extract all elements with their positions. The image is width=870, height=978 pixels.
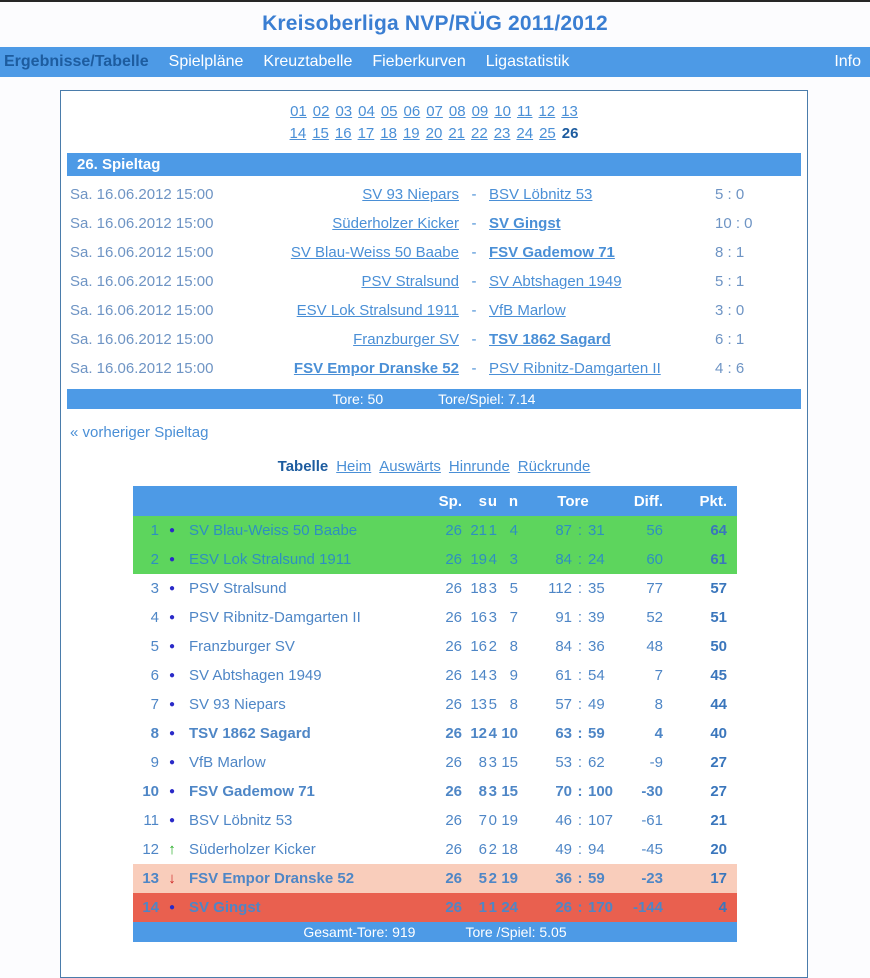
main-navbar [0, 47, 870, 77]
goals-colon: : [577, 609, 583, 626]
games-cell: 26 [445, 667, 462, 684]
previous-matchday-link[interactable]: « vorheriger Spieltag [70, 424, 209, 441]
pos-cell: 10 [142, 783, 159, 800]
goals-for: 49 [555, 841, 572, 858]
points-cell: 57 [710, 580, 727, 597]
wins-cell: 8 [478, 783, 487, 800]
matchday-link[interactable]: 18 [380, 125, 397, 142]
trend-dot-icon: ● [168, 583, 176, 594]
matchday-row-2 [61, 123, 807, 145]
draws-cell: 3 [488, 754, 497, 771]
losses-cell: 19 [501, 870, 518, 887]
pos-cell: 11 [143, 812, 159, 829]
trend-dot-icon: ● [168, 641, 176, 652]
goals-colon: : [577, 696, 583, 713]
draws-cell: 2 [488, 841, 497, 858]
team-name: BSV Löbnitz 53 [189, 812, 293, 829]
diff-cell: -23 [641, 870, 663, 887]
goals-against: 59 [588, 725, 605, 742]
diff-cell: -30 [641, 783, 663, 800]
matchday-link[interactable]: 22 [471, 125, 488, 142]
goals-for: 91 [555, 609, 572, 626]
games-cell: 26 [445, 696, 462, 713]
tab-ligastatistik[interactable]: Ligastatistik [485, 53, 570, 70]
match-date: Sa. 16.06.2012 15:00 [70, 273, 214, 290]
matchday-link[interactable]: 02 [312, 103, 330, 120]
tab-ergebnisse-tabelle[interactable]: Ergebnisse/Tabelle [4, 53, 149, 70]
match-row [67, 180, 801, 209]
matchday-link[interactable]: 21 [448, 125, 466, 142]
league-table [133, 486, 737, 942]
match-separator: - [471, 331, 477, 348]
trend-dot-icon: ● [168, 699, 176, 710]
draws-cell: 5 [488, 696, 497, 713]
matchday-link[interactable]: 23 [493, 125, 511, 142]
table-row [133, 661, 737, 690]
matchday-link[interactable]: 08 [448, 103, 466, 120]
table-row [133, 806, 737, 835]
goals-colon: : [577, 870, 583, 887]
games-cell: 26 [445, 638, 462, 655]
team-name: PSV Stralsund [189, 580, 287, 597]
games-cell: 26 [445, 522, 462, 539]
pos-cell: 5 [150, 638, 159, 655]
wins-cell: 1 [478, 899, 487, 916]
draws-cell: 2 [488, 870, 497, 887]
goals-colon: : [577, 725, 583, 742]
league-table-footer [133, 922, 737, 942]
draws-cell: 0 [488, 812, 497, 829]
matchday-link[interactable]: 17 [357, 125, 375, 142]
points-cell: 50 [710, 638, 727, 655]
match-separator: - [471, 360, 477, 377]
table-row [133, 864, 737, 893]
tab-info[interactable]: Info [834, 53, 861, 70]
trend-up-icon: ↑ [168, 841, 176, 858]
pos-cell: 9 [150, 754, 159, 771]
goals-colon: : [577, 754, 583, 771]
league-table-header [133, 486, 737, 516]
draws-cell: 2 [488, 638, 497, 655]
spieltag-heading: 26. Spieltag [67, 153, 801, 176]
pos-cell: 1 [150, 522, 159, 539]
table-view-rueckrunde[interactable]: Rückrunde [517, 458, 591, 475]
trend-dot-icon: ● [168, 670, 176, 681]
losses-cell: 18 [501, 841, 518, 858]
table-view-auswaerts[interactable]: Auswärts [379, 458, 441, 475]
wins-cell: 13 [470, 696, 487, 713]
table-row [133, 574, 737, 603]
points-cell: 64 [710, 522, 727, 539]
draws-cell: 3 [488, 783, 497, 800]
home-team-link[interactable]: SV 93 Niepars [362, 186, 459, 203]
goals-against: 170 [588, 899, 614, 916]
diff-cell: 52 [646, 609, 663, 626]
team-name: ESV Lok Stralsund 1911 [189, 551, 352, 568]
points-cell: 20 [710, 841, 727, 858]
team-name: SV Blau-Weiss 50 Baabe [189, 522, 358, 539]
match-date: Sa. 16.06.2012 15:00 [70, 360, 214, 377]
points-cell: 4 [718, 899, 727, 916]
team-name: TSV 1862 Sagard [189, 725, 311, 742]
draws-cell: 3 [488, 609, 497, 626]
home-team-link[interactable]: FSV Empor Dranske 52 [293, 360, 459, 377]
trend-dot-icon: ● [168, 612, 176, 623]
points-cell: 21 [710, 812, 727, 829]
away-team-link[interactable]: VfB Marlow [489, 302, 566, 319]
spieltag-goals-total: Tore: 50 [332, 391, 384, 407]
draws-cell: 3 [488, 580, 497, 597]
games-cell: 26 [445, 783, 462, 800]
match-row [67, 354, 801, 383]
diff-cell: -45 [641, 841, 663, 858]
goals-against: 54 [588, 667, 605, 684]
diff-cell: -61 [641, 812, 663, 829]
goals-for: 112 [548, 580, 572, 597]
matchday-link[interactable]: 09 [471, 103, 489, 120]
goals-for: 36 [555, 870, 572, 887]
match-score: 6 : 1 [715, 331, 745, 348]
goals-for: 84 [555, 638, 572, 655]
pos-cell: 2 [150, 551, 159, 568]
diff-cell: 48 [646, 638, 663, 655]
away-team-link[interactable]: SV Abtshagen 1949 [489, 273, 622, 290]
goals-for: 84 [555, 551, 572, 568]
match-separator: - [471, 273, 477, 290]
away-team-link[interactable]: TSV 1862 Sagard [489, 331, 611, 348]
table-row [133, 603, 737, 632]
matchday-link[interactable]: 07 [426, 103, 443, 120]
match-date: Sa. 16.06.2012 15:00 [70, 331, 214, 348]
goals-against: 94 [588, 841, 605, 858]
goals-colon: : [577, 638, 583, 655]
tab-kreuztabelle[interactable]: Kreuztabelle [263, 53, 353, 70]
trend-down-icon: ↓ [168, 870, 176, 887]
team-name: FSV Empor Dranske 52 [189, 870, 355, 887]
losses-cell: 8 [509, 696, 518, 713]
draws-cell: 3 [488, 667, 497, 684]
losses-cell: 15 [501, 783, 518, 800]
losses-cell: 4 [509, 522, 518, 539]
matchday-link-current[interactable]: 26 [561, 125, 579, 142]
goals-against: 62 [588, 754, 605, 771]
games-cell: 26 [445, 841, 462, 858]
wins-cell: 19 [470, 551, 487, 568]
goals-for: 26 [555, 899, 572, 916]
draws-cell: 4 [488, 725, 497, 742]
match-row [67, 267, 801, 296]
points-cell: 61 [710, 551, 727, 568]
table-row [133, 690, 737, 719]
header-diff: Diff. [633, 492, 663, 510]
spieltag-goals-per-match: Tore/Spiel: 7.14 [438, 391, 536, 407]
pos-cell: 12 [142, 841, 159, 858]
matchday-link[interactable]: 19 [402, 125, 420, 142]
losses-cell: 3 [509, 551, 518, 568]
match-separator: - [471, 215, 477, 232]
wins-cell: 18 [470, 580, 487, 597]
trend-dot-icon: ● [168, 525, 176, 536]
matchday-link[interactable]: 11 [516, 103, 533, 120]
match-score: 8 : 1 [715, 244, 745, 261]
points-cell: 27 [710, 754, 727, 771]
goals-colon: : [577, 667, 583, 684]
diff-cell: -9 [649, 754, 663, 771]
match-row [67, 209, 801, 238]
trend-dot-icon: ● [168, 757, 176, 768]
goals-against: 35 [588, 580, 605, 597]
draws-cell: 4 [488, 551, 497, 568]
table-row [133, 516, 737, 545]
losses-cell: 8 [509, 638, 518, 655]
matchday-link[interactable]: 06 [403, 103, 421, 120]
diff-cell: 7 [654, 667, 663, 684]
match-row [67, 325, 801, 354]
tab-fieberkurven[interactable]: Fieberkurven [372, 53, 466, 70]
games-cell: 26 [445, 580, 462, 597]
matchday-link[interactable]: 12 [538, 103, 556, 120]
goals-colon: : [577, 783, 583, 800]
wins-cell: 16 [470, 638, 487, 655]
goals-colon: : [577, 899, 583, 916]
tab-spielplaene[interactable]: Spielpläne [168, 53, 244, 70]
table-view-heim[interactable]: Heim [336, 458, 372, 475]
table-row [133, 719, 737, 748]
goals-against: 24 [588, 551, 605, 568]
away-team-link[interactable]: FSV Gademow 71 [489, 244, 615, 261]
points-cell: 45 [710, 667, 727, 684]
team-name: SV 93 Niepars [189, 696, 286, 713]
wins-cell: 7 [478, 812, 487, 829]
page-title: Kreisoberliga NVP/RÜG 2011/2012 [262, 12, 608, 35]
home-team-link[interactable]: SV Blau-Weiss 50 Baabe [290, 244, 459, 261]
goals-against: 107 [588, 812, 614, 829]
header-points: Pkt. [699, 492, 727, 510]
matchday-link[interactable]: 04 [358, 103, 375, 120]
team-name: Franzburger SV [189, 638, 295, 655]
matchday-link[interactable]: 25 [539, 125, 556, 142]
goals-colon: : [577, 580, 583, 597]
pos-cell: 8 [150, 725, 159, 742]
away-team-link[interactable]: PSV Ribnitz-Damgarten II [489, 360, 661, 377]
table-view-nav [61, 458, 807, 475]
wins-cell: 14 [470, 667, 487, 684]
table-row [133, 835, 737, 864]
points-cell: 17 [710, 870, 727, 887]
points-cell: 44 [710, 696, 727, 713]
losses-cell: 7 [509, 609, 518, 626]
draws-cell: 1 [488, 899, 497, 916]
goals-per-match: Tore /Spiel: 5.05 [465, 924, 567, 940]
losses-cell: 10 [501, 725, 518, 742]
losses-cell: 5 [509, 580, 518, 597]
team-name: VfB Marlow [189, 754, 266, 771]
losses-cell: 24 [501, 899, 518, 916]
match-separator: - [471, 244, 477, 261]
losses-cell: 15 [501, 754, 518, 771]
matchday-pager [61, 91, 807, 145]
games-cell: 26 [445, 725, 462, 742]
match-row [67, 296, 801, 325]
match-date: Sa. 16.06.2012 15:00 [70, 186, 214, 203]
away-team-link[interactable]: BSV Löbnitz 53 [489, 186, 593, 203]
games-cell: 26 [445, 899, 462, 916]
home-team-link[interactable]: PSV Stralsund [361, 273, 459, 290]
match-date: Sa. 16.06.2012 15:00 [70, 302, 214, 319]
diff-cell: 56 [646, 522, 663, 539]
table-row [133, 777, 737, 806]
matchday-row-1 [61, 101, 807, 123]
goals-for: 70 [555, 783, 572, 800]
pos-cell: 13 [142, 870, 159, 887]
match-score: 10 : 0 [715, 215, 753, 232]
total-goals: Gesamt-Tore: 919 [303, 924, 416, 940]
matchday-link[interactable]: 05 [380, 103, 398, 120]
wins-cell: 8 [478, 754, 487, 771]
header-draws: u [487, 492, 497, 510]
games-cell: 26 [445, 551, 462, 568]
pos-cell: 6 [150, 667, 159, 684]
trend-dot-icon: ● [168, 815, 176, 826]
goals-for: 63 [555, 725, 572, 742]
team-name: SV Abtshagen 1949 [189, 667, 322, 684]
losses-cell: 19 [501, 812, 518, 829]
match-date: Sa. 16.06.2012 15:00 [70, 215, 214, 232]
team-name: Süderholzer Kicker [189, 841, 316, 858]
diff-cell: -144 [632, 899, 663, 916]
team-name: PSV Ribnitz-Damgarten II [189, 609, 361, 626]
losses-cell: 9 [509, 667, 518, 684]
goals-against: 59 [588, 870, 605, 887]
goals-against: 100 [588, 783, 614, 800]
match-score: 3 : 0 [715, 302, 745, 319]
home-team-link[interactable]: Süderholzer Kicker [332, 215, 459, 232]
trend-dot-icon: ● [168, 554, 176, 565]
points-cell: 40 [710, 725, 727, 742]
match-score: 5 : 0 [715, 186, 745, 203]
home-team-link[interactable]: ESV Lok Stralsund 1911 [296, 302, 459, 319]
match-separator: - [471, 186, 477, 203]
pos-cell: 3 [150, 580, 159, 597]
games-cell: 26 [445, 870, 462, 887]
trend-dot-icon: ● [168, 728, 176, 739]
pos-cell: 4 [150, 609, 159, 626]
goals-against: 36 [588, 638, 605, 655]
diff-cell: 77 [646, 580, 663, 597]
table-row [133, 632, 737, 661]
matchday-link[interactable]: 20 [425, 125, 443, 142]
away-team-link[interactable]: SV Gingst [489, 215, 561, 232]
table-row [133, 893, 737, 922]
draws-cell: 1 [488, 522, 497, 539]
goals-against: 31 [588, 522, 605, 539]
goals-colon: : [577, 841, 583, 858]
content-box [60, 90, 808, 978]
spieltag-stats-bar [67, 389, 801, 409]
header-games: Sp. [438, 492, 462, 510]
wins-cell: 6 [478, 841, 487, 858]
header-losses: n [508, 492, 518, 510]
table-view-current[interactable]: Tabelle [277, 458, 329, 475]
goals-for: 87 [555, 522, 572, 539]
matchday-link[interactable]: 15 [312, 125, 329, 142]
games-cell: 26 [445, 812, 462, 829]
wins-cell: 5 [478, 870, 487, 887]
goals-colon: : [577, 551, 583, 568]
goals-for: 57 [555, 696, 572, 713]
goals-against: 39 [588, 609, 605, 626]
match-score: 5 : 1 [715, 273, 745, 290]
goals-for: 53 [555, 754, 572, 771]
matchday-link[interactable]: 03 [335, 103, 353, 120]
table-row [133, 748, 737, 777]
games-cell: 26 [445, 609, 462, 626]
points-cell: 27 [710, 783, 727, 800]
header-wins: s [478, 492, 487, 510]
goals-for: 46 [555, 812, 572, 829]
wins-cell: 12 [470, 725, 487, 742]
match-date: Sa. 16.06.2012 15:00 [70, 244, 214, 261]
matchday-link[interactable]: 13 [561, 103, 578, 120]
wins-cell: 16 [470, 609, 487, 626]
diff-cell: 8 [654, 696, 663, 713]
match-separator: - [471, 302, 477, 319]
match-row [67, 238, 801, 267]
pos-cell: 14 [142, 899, 159, 916]
wins-cell: 21 [470, 522, 487, 539]
match-score: 4 : 6 [715, 360, 745, 377]
goals-against: 49 [588, 696, 605, 713]
header-goals: Tore [557, 492, 589, 510]
matchday-link[interactable]: 01 [290, 103, 307, 120]
diff-cell: 60 [646, 551, 663, 568]
points-cell: 51 [710, 609, 727, 626]
trend-dot-icon: ● [168, 902, 176, 913]
matchday-link[interactable]: 14 [289, 125, 307, 142]
goals-colon: : [577, 522, 583, 539]
matchday-link[interactable]: 24 [516, 125, 534, 142]
pos-cell: 7 [150, 696, 159, 713]
team-name: SV Gingst [189, 899, 261, 916]
table-view-hinrunde[interactable]: Hinrunde [448, 458, 510, 475]
games-cell: 26 [445, 754, 462, 771]
team-name: FSV Gademow 71 [189, 783, 315, 800]
table-row [133, 545, 737, 574]
goals-for: 61 [555, 667, 572, 684]
trend-dot-icon: ● [168, 786, 176, 797]
home-team-link[interactable]: Franzburger SV [353, 331, 459, 348]
diff-cell: 4 [654, 725, 663, 742]
matchday-link[interactable]: 10 [494, 103, 511, 120]
goals-colon: : [577, 812, 583, 829]
match-list [67, 180, 801, 383]
matchday-link[interactable]: 16 [334, 125, 352, 142]
